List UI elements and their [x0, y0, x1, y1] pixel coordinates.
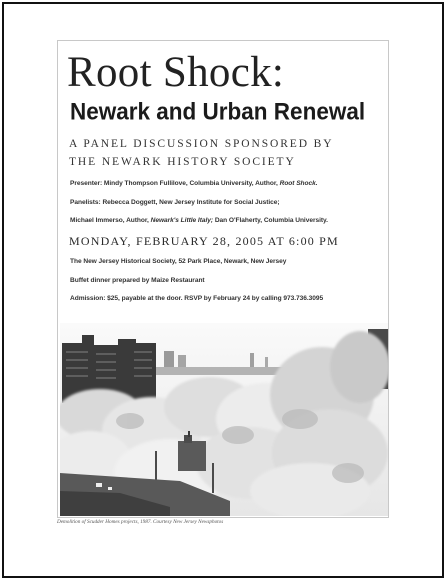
sponsor-line-2: THE NEWARK HISTORY SOCIETY	[69, 156, 296, 168]
poster-subtitle: Newark and Urban Renewal	[70, 98, 366, 126]
poster-title: Root Shock:	[67, 49, 285, 96]
admission-line: Admission: $25, payable at the door. RSVP by February 24 by calling 973.736.3095	[70, 295, 324, 302]
venue-line: The New Jersey Historical Society, 52 Park Place, Newark, New Jersey	[70, 258, 287, 265]
panelists-text-2a: Michael Immerso, Author,	[70, 217, 149, 224]
photo-caption: Demolition of Scudder Homes projects, 1987. Courtesy New Jersey Newsphotos	[57, 519, 224, 525]
presenter-label: Presenter:	[70, 180, 103, 187]
demolition-photo	[60, 323, 388, 516]
presenter-line	[70, 179, 386, 188]
panelists-book: Newark's Little Italy;	[150, 217, 214, 224]
event-poster	[57, 40, 389, 518]
panelists-text-2b: Dan O'Flaherty, Columbia University.	[214, 217, 328, 224]
panelists-label: Panelists:	[70, 199, 101, 206]
demolition-illustration	[60, 323, 388, 516]
panelists-line-2	[70, 216, 386, 225]
presenter-book: Root Shock.	[279, 180, 318, 187]
event-date: MONDAY, FEBRUARY 28, 2005 AT 6:00 PM	[69, 234, 339, 248]
sponsor-line-1: A PANEL DISCUSSION SPONSORED BY	[69, 138, 334, 150]
buffet-line: Buffet dinner prepared by Maize Restaurant	[70, 277, 205, 284]
panelists-text: Rebecca Doggett, New Jersey Institute for Social Justice;	[102, 199, 280, 206]
presenter-text: Mindy Thompson Fullilove, Columbia University, Author,	[103, 180, 278, 187]
panelists-line	[70, 198, 386, 207]
